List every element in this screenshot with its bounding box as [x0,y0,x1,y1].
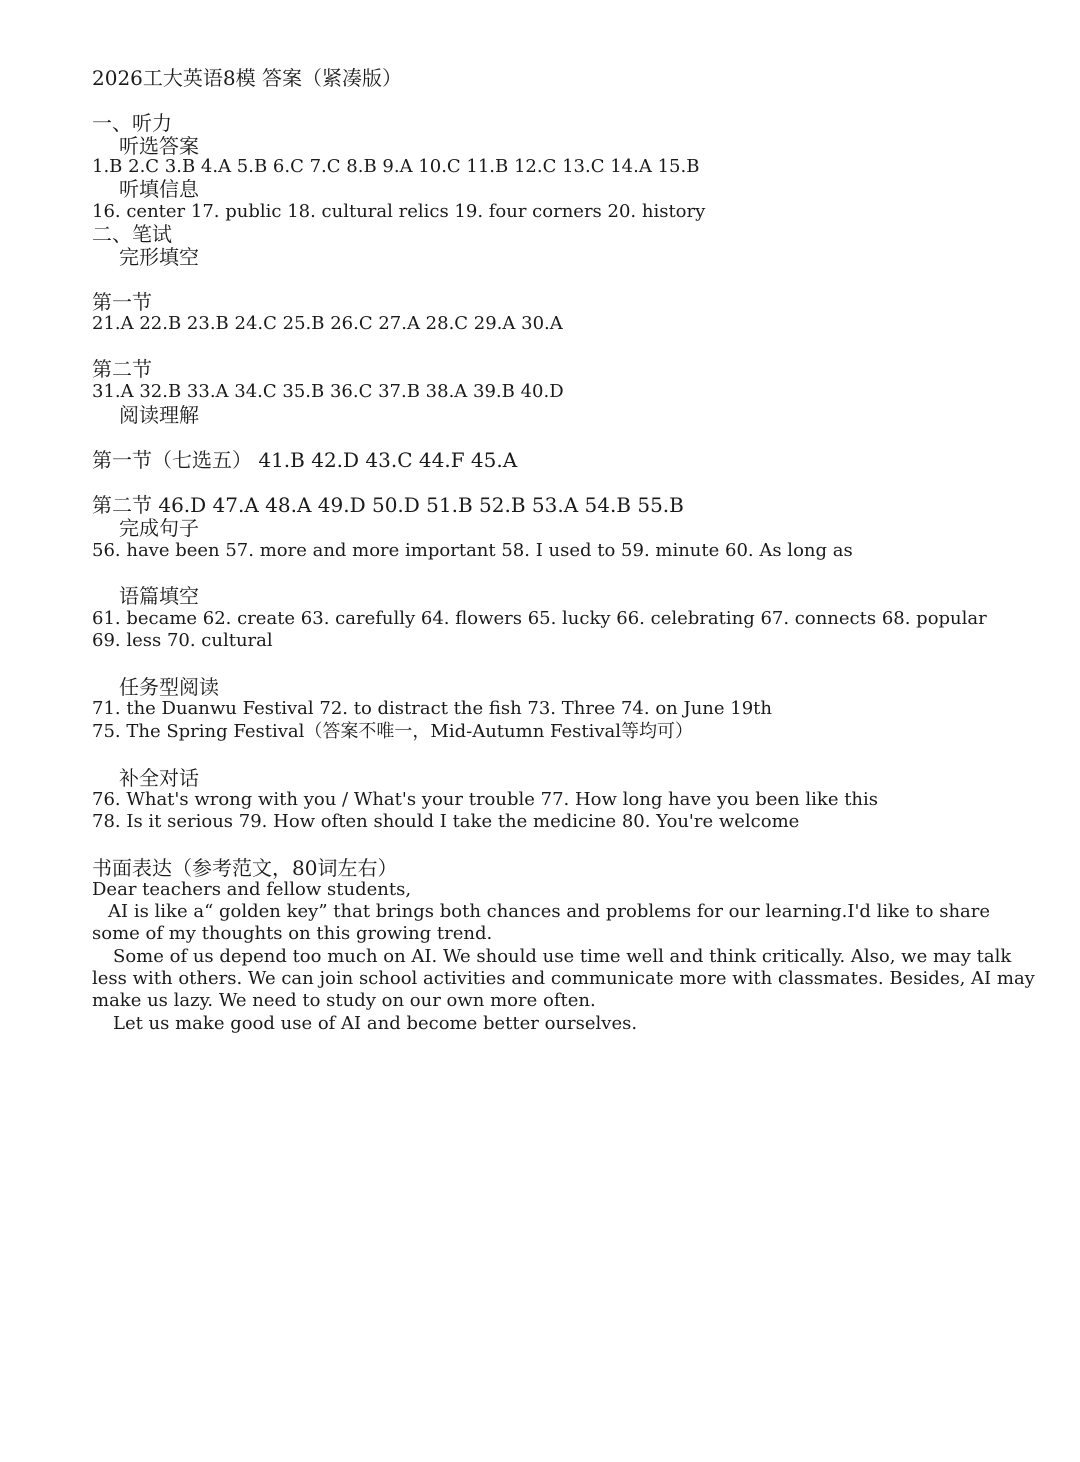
writing-heading: 书面表达（参考范文，80词左右） [92,856,398,880]
page-title: 2026工大英语8模 答案（紧凑版） [92,66,402,90]
dialog-heading: 补全对话 [119,766,199,790]
reading-section1: 第一节（七选五） 41.B 42.D 43.C 44.F 45.A [92,448,518,472]
listening-choice-answers: 1.B 2.C 3.B 4.A 5.B 6.C 7.C 8.B 9.A 10.C 11.B 12.C 13.C 14.A 15.B [92,156,700,177]
listening-fill-answers: 16. center 17. public 18. cultural relics 19. four corners 20. history [92,201,706,222]
cloze-heading: 完形填空 [119,245,199,269]
passage-answers-line2: 69. less 70. cultural [92,630,273,651]
listening-choice-heading: 听选答案 [119,134,199,158]
passage-answers-line1: 61. became 62. create 63. carefully 64. flowers 65. lucky 66. celebrating 67. connects 68. popular [92,608,987,629]
written-heading: 二、笔试 [92,222,172,246]
essay-salutation: Dear teachers and fellow students, [92,879,412,900]
listening-fill-heading: 听填信息 [119,177,199,201]
essay-paragraph3-line1: Let us make good use of AI and become better ourselves. [113,1013,638,1034]
essay-paragraph1-line2: some of my thoughts on this growing trend. [92,923,493,944]
listening-heading: 一、听力 [92,111,172,135]
sentence-answers: 56. have been 57. more and more important 58. I used to 59. minute 60. As long as [92,540,853,561]
reading-section2: 第二节 46.D 47.A 48.A 49.D 50.D 51.B 52.B 53.A 54.B 55.B [92,493,684,517]
essay-paragraph2-line3: make us lazy. We need to study on our own more often. [92,990,596,1011]
essay-paragraph2-line1: Some of us depend too much on AI. We should use time well and think critically. Also, we may talk [113,946,1012,967]
essay-paragraph2-line2: less with others. We can join school activities and communicate more with classmates. Besides, AI may [92,968,1035,989]
cloze-section1-answers: 21.A 22.B 23.B 24.C 25.B 26.C 27.A 28.C 29.A 30.A [92,313,563,334]
cloze-section2-answers: 31.A 32.B 33.A 34.C 35.B 36.C 37.B 38.A 39.B 40.D [92,381,564,402]
reading-heading: 阅读理解 [119,403,199,427]
task-answers-line1: 71. the Duanwu Festival 72. to distract the fish 73. Three 74. on June 19th [92,698,772,719]
sentence-heading: 完成句子 [119,516,199,540]
cloze-section2-heading: 第二节 [92,357,152,381]
dialog-answers-line2: 78. Is it serious 79. How often should I take the medicine 80. You're welcome [92,811,800,832]
dialog-answers-line1: 76. What's wrong with you / What's your trouble 77. How long have you been like this [92,789,879,810]
task-answers-line2: 75. The Spring Festival（答案不唯一，Mid-Autumn Festival等均可） [92,721,694,742]
essay-paragraph1-line1: AI is like a“ golden key” that brings both chances and problems for our learning.I'd like to share [108,901,991,922]
task-reading-heading: 任务型阅读 [119,675,219,699]
passage-heading: 语篇填空 [119,584,199,608]
cloze-section1-heading: 第一节 [92,290,152,314]
